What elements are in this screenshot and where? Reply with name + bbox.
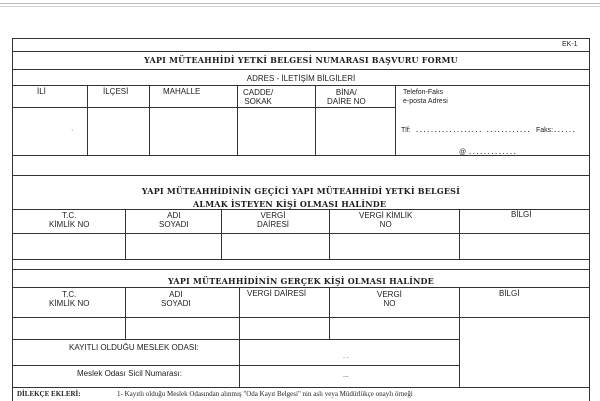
mark: · xyxy=(71,127,74,134)
col-province: İLİ xyxy=(37,87,46,96)
col-divider xyxy=(125,287,126,339)
email-dots: ............. xyxy=(468,148,517,156)
divider xyxy=(13,269,589,270)
address-section-title: ADRES - İLETİŞİM BİLGİLERİ xyxy=(246,74,356,83)
real-col-name: ADI SOYADI xyxy=(161,290,191,308)
temporary-section-title-2: ALMAK İSTEYEN KİŞİ OLMASI HALİNDE xyxy=(193,199,387,209)
page-edge-inner xyxy=(0,6,600,7)
col-divider xyxy=(239,287,240,339)
page-edge xyxy=(0,3,600,4)
mark: ... xyxy=(343,372,349,379)
temporary-section-title-1: YAPI MÜTEAHHİDİNİN GEÇİCİ YAPI MÜTEAHHİDİ YETKİ BELGESİ xyxy=(141,186,461,196)
col-divider xyxy=(329,209,330,259)
col-divider xyxy=(315,85,316,155)
col-divider xyxy=(395,85,396,155)
real-col-tc: T.C. KİMLİK NO xyxy=(49,290,90,308)
col-neighborhood: MAHALLE xyxy=(163,87,201,96)
fax-dots: ...... xyxy=(553,126,576,134)
real-col-info: BİLGİ xyxy=(499,289,520,298)
divider xyxy=(13,175,589,176)
temp-col-name: ADI SOYADI xyxy=(159,211,189,229)
attachments-label: DİLEKÇE EKLERİ: xyxy=(17,390,81,398)
divider xyxy=(13,107,395,108)
col-divider xyxy=(459,287,460,387)
real-person-section-title: YAPI MÜTEAHHİDİNİN GERÇEK KİŞİ OLMASI HALİNDE xyxy=(168,276,434,286)
email-label: @ xyxy=(459,149,467,156)
attachment-item-1: 1- Kayıtlı olduğu Meslek Odasından alınmış "Oda Kayıt Belgesi" nin aslı veya Müdürlükçe onaylı örneği xyxy=(117,390,413,398)
phone-label: Tlf: xyxy=(401,127,411,134)
form-title: YAPI MÜTEAHHİDİ YETKİ BELGESİ NUMARASI BAŞVURU FORMU xyxy=(144,55,458,65)
temp-col-tax-id: VERGİ KİMLİK NO xyxy=(359,211,413,229)
col-divider xyxy=(125,209,126,259)
phone-dots: .................. ............ xyxy=(415,126,531,134)
mark: . . xyxy=(343,353,349,360)
chamber-registry-label: Meslek Odası Sicil Numarası: xyxy=(77,369,182,378)
col-divider xyxy=(459,209,460,259)
col-contact: Telefon-Faks e-posta Adresi xyxy=(403,89,448,105)
col-divider xyxy=(329,287,330,339)
divider xyxy=(13,85,589,86)
col-divider xyxy=(237,85,238,155)
divider xyxy=(13,259,589,260)
divider xyxy=(13,365,459,366)
temp-col-info: BİLGİ xyxy=(511,210,532,219)
real-col-tax-no: VERGİ NO xyxy=(377,290,402,308)
form-code: EK-1 xyxy=(562,41,578,48)
divider xyxy=(13,387,589,388)
fax-label: Faks: xyxy=(536,127,554,134)
real-col-tax-office: VERGİ DAİRESİ xyxy=(247,289,307,298)
col-street: CADDE/ SOKAK xyxy=(243,88,274,106)
divider xyxy=(13,317,589,318)
divider xyxy=(13,287,589,288)
temp-col-tc: T.C. KİMLİK NO xyxy=(49,211,90,229)
divider xyxy=(13,233,589,234)
col-divider xyxy=(239,339,240,387)
divider xyxy=(13,209,589,210)
divider xyxy=(13,69,589,70)
col-divider xyxy=(87,85,88,155)
divider xyxy=(13,51,589,52)
divider xyxy=(13,339,459,340)
registered-chamber-label: KAYITLI OLDUĞU MESLEK ODASI: xyxy=(69,343,199,352)
col-district: İLÇESİ xyxy=(103,87,129,96)
col-divider xyxy=(149,85,150,155)
col-divider xyxy=(221,209,222,259)
divider xyxy=(13,155,589,156)
application-form xyxy=(12,38,590,401)
col-building: BİNA/ DAİRE NO xyxy=(327,88,366,106)
temp-col-tax-office: VERGİ DAİRESİ xyxy=(257,211,290,229)
